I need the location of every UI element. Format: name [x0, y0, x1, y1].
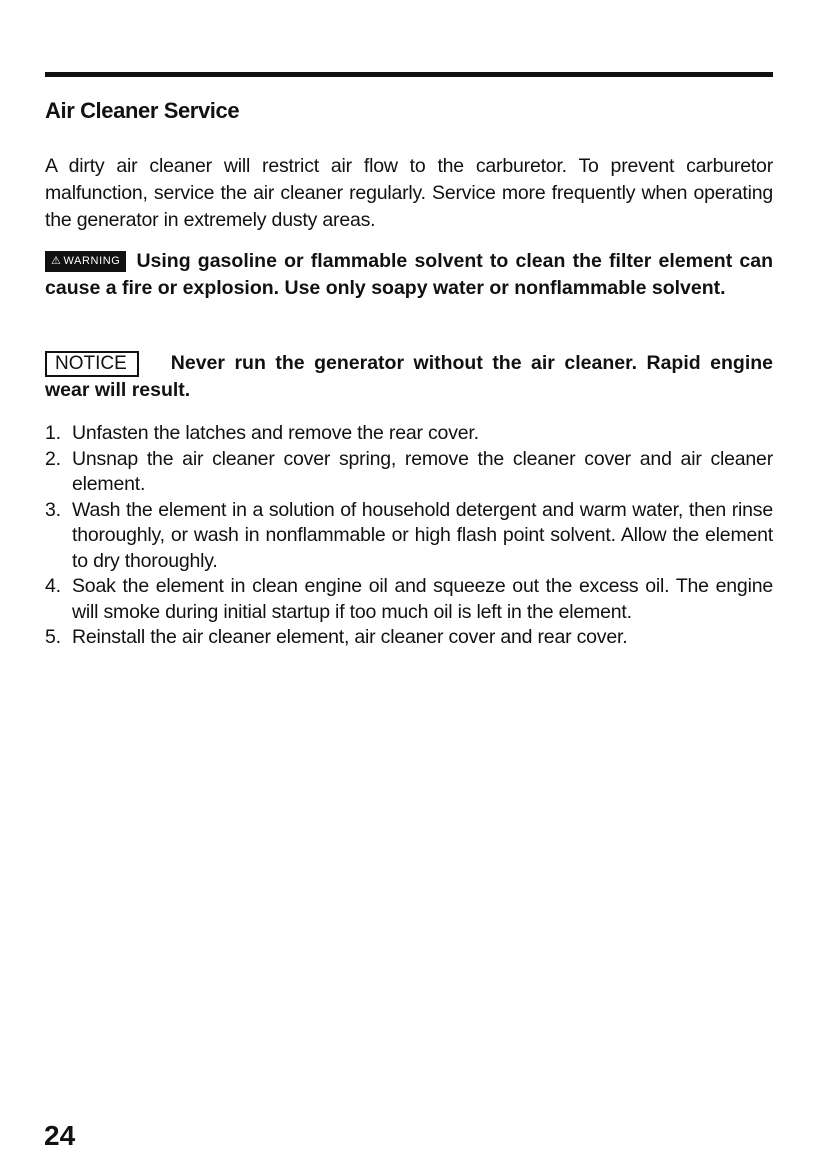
step-number: 3.	[45, 498, 61, 521]
step-item	[45, 447, 773, 498]
warning-text: Using gasoline or flammable solvent to clean the filter element can cause a fire or explosion. Use only soapy water or nonflammable solvent.	[45, 250, 773, 299]
step-text: Wash the element in a solution of household detergent and warm water, then rinse thoroughly, or wash in nonflammable or high flash point solvent. Allow the element to dry thoroughly.	[72, 498, 773, 572]
step-item	[45, 421, 773, 447]
warning-badge	[45, 251, 126, 272]
intro-paragraph: A dirty air cleaner will restrict air flow to the carburetor. To prevent carburetor malfunction, service the air cleaner regularly. Service more frequently when operating the generator in extremely dusty areas.	[45, 155, 773, 231]
step-item	[45, 625, 773, 651]
notice-text: Never run the generator without the air cleaner. Rapid engine wear will result.	[45, 352, 773, 401]
section-title: Air Cleaner Service	[45, 98, 240, 123]
warning-triangle-icon: ⚠	[51, 255, 62, 267]
step-text: Soak the element in clean engine oil and squeeze out the excess oil. The engine will smoke during initial startup if too much oil is left in the element.	[72, 575, 773, 623]
procedure-steps	[45, 421, 773, 651]
notice-badge: NOTICE	[45, 351, 139, 377]
step-item	[45, 498, 773, 575]
header-rule	[45, 72, 773, 77]
warning-badge-label: WARNING	[63, 255, 121, 267]
step-number: 5.	[45, 626, 61, 648]
step-text: Unsnap the air cleaner cover spring, remove the cleaner cover and air cleaner element.	[72, 447, 773, 495]
step-number: 2.	[45, 447, 61, 470]
step-item	[45, 574, 773, 625]
step-text: Reinstall the air cleaner element, air cleaner cover and rear cover.	[72, 626, 628, 648]
warning-block	[45, 248, 773, 302]
step-number: 1.	[45, 422, 61, 444]
page-number: 24	[44, 1120, 76, 1151]
notice-block	[45, 350, 773, 404]
step-number: 4.	[45, 575, 61, 597]
step-text: Unfasten the latches and remove the rear cover.	[72, 422, 479, 444]
